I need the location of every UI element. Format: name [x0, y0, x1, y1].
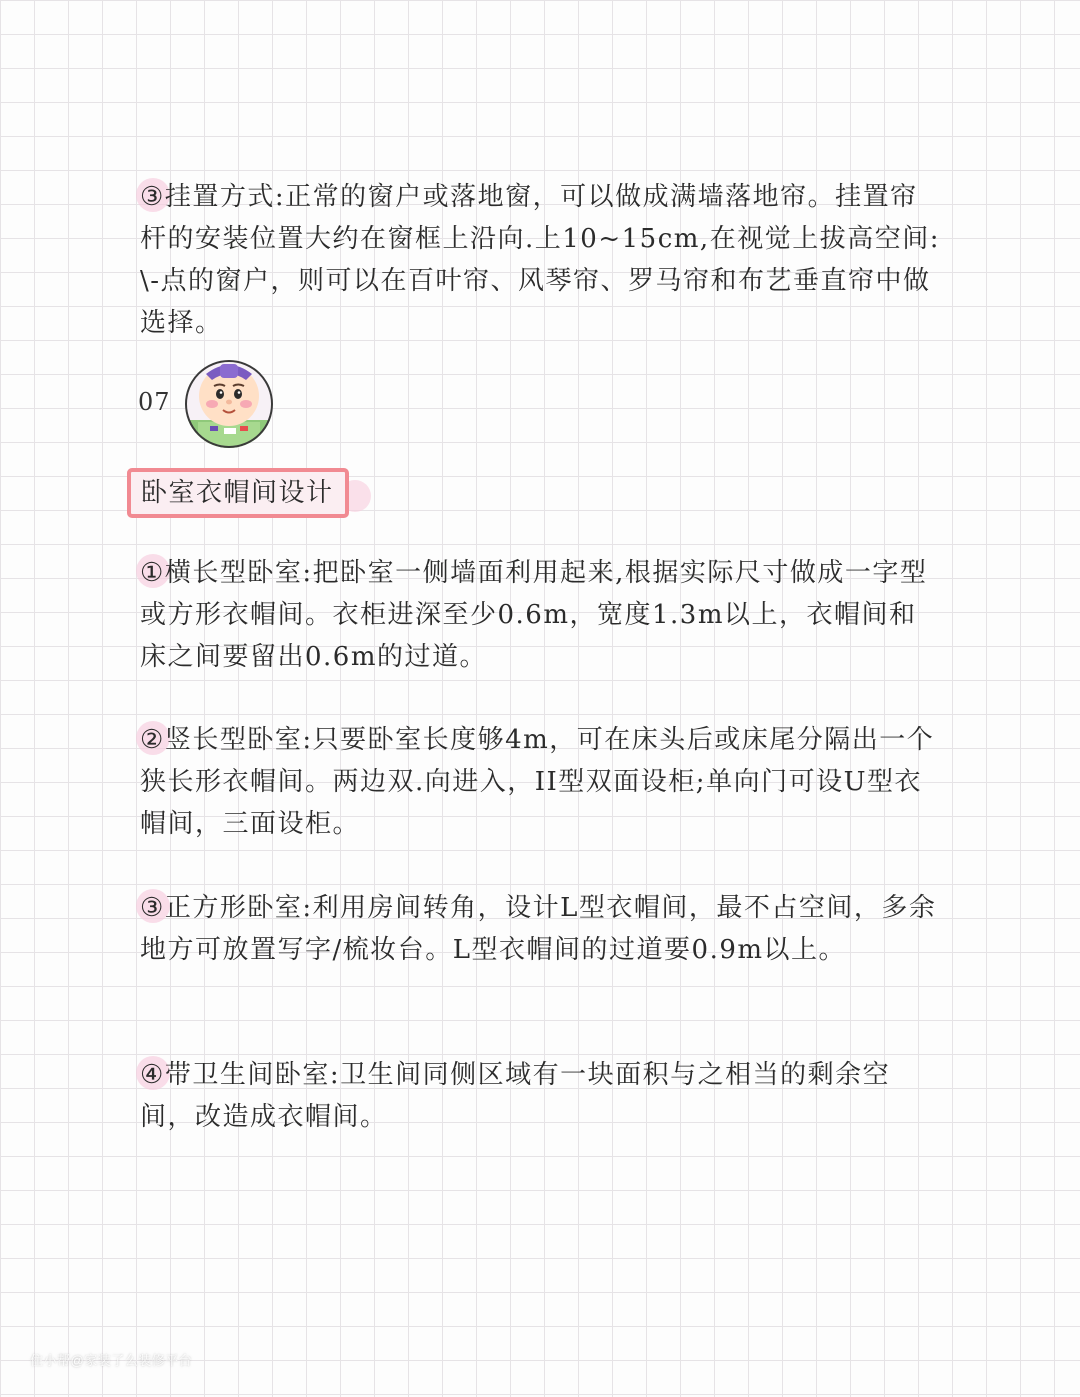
item-text: 横长型卧室:把卧室一侧墙面利用起来,根据实际尺寸做成一字型或方形衣帽间。衣柜进深至少0.6m，宽度1.3m以上，衣帽间和床之间要留出0.6m的过道。 [140, 558, 928, 672]
list-item [140, 887, 940, 971]
section-heading: 卧室衣帽间设计 [141, 478, 334, 508]
circled-number-2: ② [140, 719, 165, 761]
list-item [140, 1054, 940, 1138]
buzz-lightyear-face-icon [180, 360, 278, 448]
list-item [140, 552, 940, 678]
list-item [140, 719, 940, 845]
circled-number-1: ① [140, 552, 165, 594]
circled-number-4: ④ [140, 1054, 165, 1096]
item-text: 正方形卧室:利用房间转角，设计L型衣帽间，最不占空间，多余地方可放置写字/梳妆台。L型衣帽间的过道要0.9m以上。 [140, 893, 937, 965]
watermark: 住小帮@家装了么装修平台 [30, 1353, 193, 1368]
section-number: 07 [138, 388, 171, 416]
item-text: 带卫生间卧室:卫生间同侧区域有一块面积与之相当的剩余空间，改造成衣帽间。 [140, 1060, 891, 1132]
section-heading-box [127, 468, 349, 518]
circled-number-3: ③ [140, 176, 165, 218]
intro-text: 挂置方式:正常的窗户或落地窗，可以做成满墙落地帘。挂置帘杆的安装位置大约在窗框上沿向.上10~15cm,在视觉上拔高空间: \-点的窗户，则可以在百叶帘、风琴帘、罗马帘和布艺垂直帘中做选择。 [140, 182, 940, 338]
intro-paragraph [140, 176, 940, 344]
item-text: 竖长型卧室:只要卧室长度够4m，可在床头后或床尾分隔出一个狭长形衣帽间。两边双.向进入，II型双面设柜;单向门可设U型衣帽间，三面设柜。 [140, 725, 935, 839]
circled-number-3: ③ [140, 887, 165, 929]
